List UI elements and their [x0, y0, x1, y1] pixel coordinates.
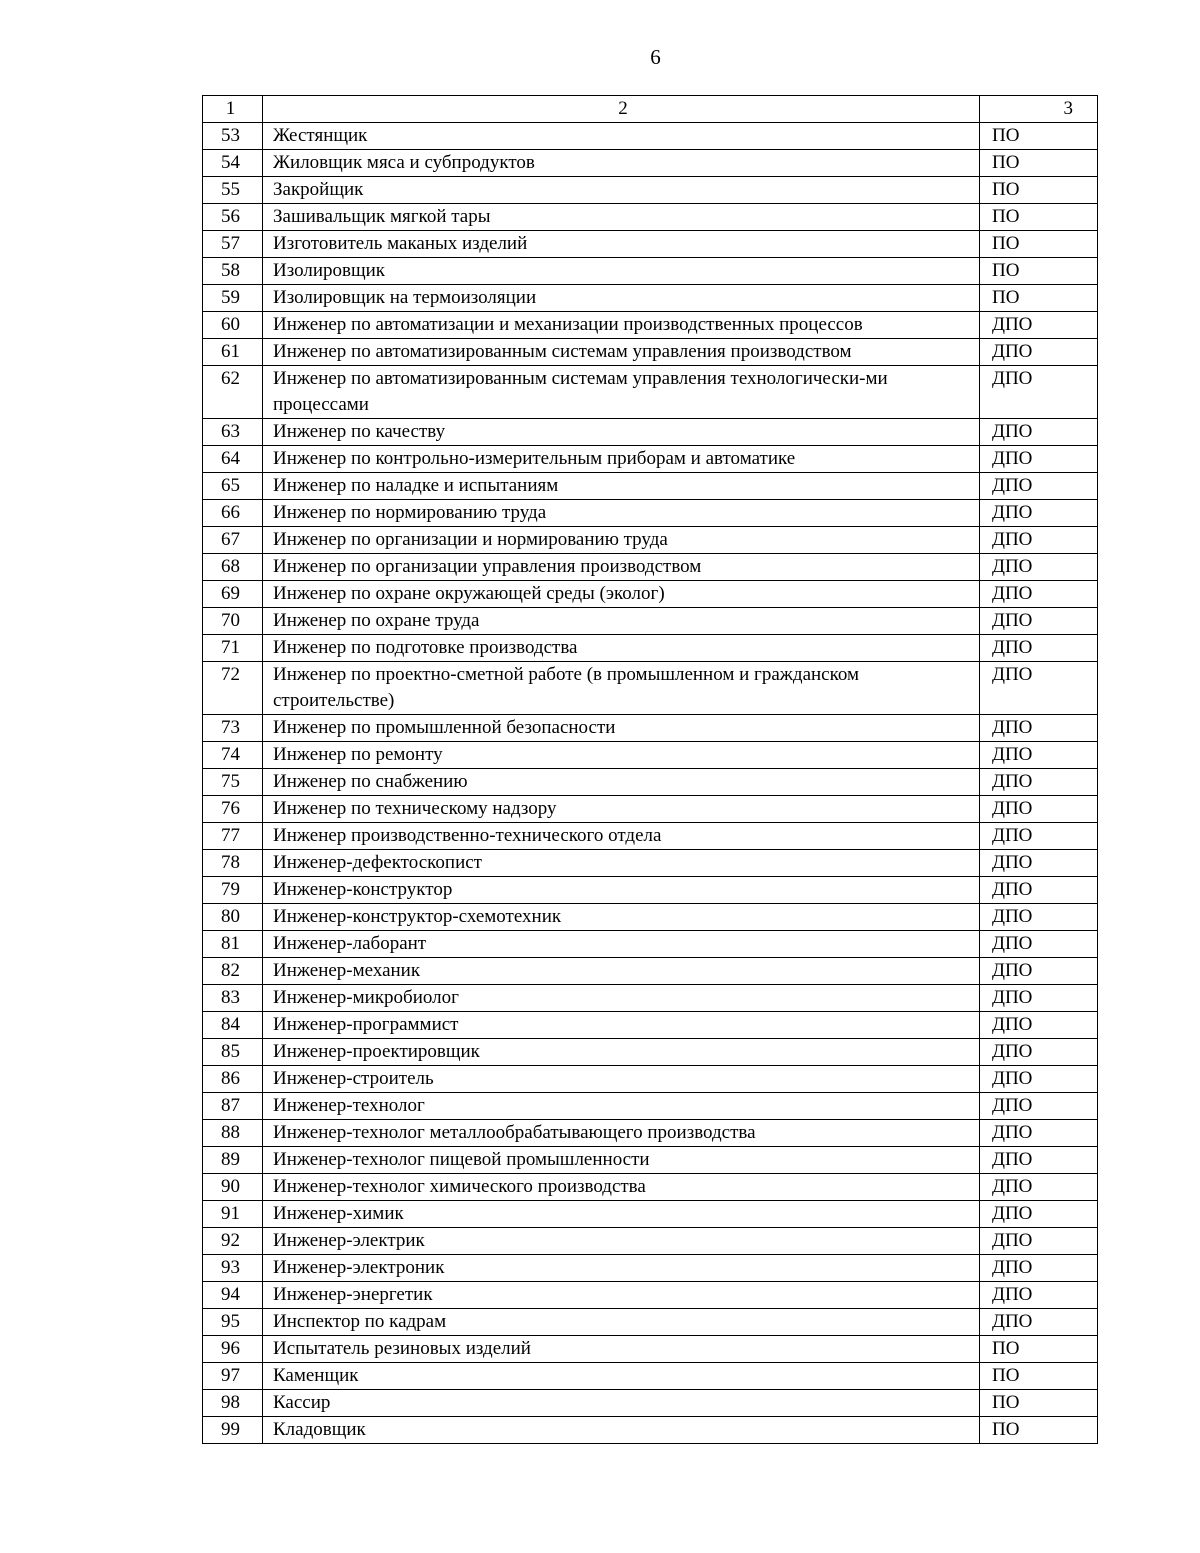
profession-name-cell: Инженер-технолог пищевой промышленности	[263, 1147, 980, 1174]
table-row	[203, 204, 1098, 231]
profession-name-cell: Инженер по организации и нормированию труда	[263, 527, 980, 554]
profession-name-cell: Инженер-лаборант	[263, 931, 980, 958]
table-row	[203, 1201, 1098, 1228]
education-type-cell: ДПО	[980, 581, 1098, 608]
table-row	[203, 850, 1098, 877]
table-row	[203, 1147, 1098, 1174]
table-row	[203, 581, 1098, 608]
profession-name-cell: Инженер-микробиолог	[263, 985, 980, 1012]
education-type-cell: ДПО	[980, 419, 1098, 446]
education-type-cell: ПО	[980, 1390, 1098, 1417]
table-header-row	[203, 96, 1098, 123]
table-row	[203, 446, 1098, 473]
table-row	[203, 823, 1098, 850]
table-row	[203, 635, 1098, 662]
row-number-cell: 82	[203, 958, 263, 985]
row-number-cell: 98	[203, 1390, 263, 1417]
profession-name-cell: Инженер по ремонту	[263, 742, 980, 769]
row-number-cell: 89	[203, 1147, 263, 1174]
table-row	[203, 1390, 1098, 1417]
table-row	[203, 1417, 1098, 1444]
education-type-cell: ДПО	[980, 1147, 1098, 1174]
table-row	[203, 1120, 1098, 1147]
education-type-cell: ДПО	[980, 1066, 1098, 1093]
table-row	[203, 1066, 1098, 1093]
education-type-cell: ДПО	[980, 769, 1098, 796]
row-number-cell: 57	[203, 231, 263, 258]
row-number-cell: 83	[203, 985, 263, 1012]
profession-name-cell: Инженер по охране окружающей среды (эколог)	[263, 581, 980, 608]
row-number-cell: 79	[203, 877, 263, 904]
education-type-cell: ДПО	[980, 662, 1098, 715]
header-col-1: 1	[203, 96, 263, 123]
row-number-cell: 67	[203, 527, 263, 554]
profession-name-cell: Инженер по снабжению	[263, 769, 980, 796]
row-number-cell: 76	[203, 796, 263, 823]
education-type-cell: ДПО	[980, 1282, 1098, 1309]
profession-name-cell: Кладовщик	[263, 1417, 980, 1444]
row-number-cell: 55	[203, 177, 263, 204]
row-number-cell: 65	[203, 473, 263, 500]
row-number-cell: 68	[203, 554, 263, 581]
profession-name-cell: Инспектор по кадрам	[263, 1309, 980, 1336]
education-type-cell: ДПО	[980, 500, 1098, 527]
education-type-cell: ДПО	[980, 904, 1098, 931]
education-type-cell: ДПО	[980, 1309, 1098, 1336]
education-type-cell: ДПО	[980, 1039, 1098, 1066]
education-type-cell: ДПО	[980, 312, 1098, 339]
table-row	[203, 877, 1098, 904]
education-type-cell: ДПО	[980, 1174, 1098, 1201]
table-row	[203, 958, 1098, 985]
row-number-cell: 87	[203, 1093, 263, 1120]
education-type-cell: ДПО	[980, 796, 1098, 823]
table-row	[203, 769, 1098, 796]
profession-name-cell: Инженер по автоматизированным системам управления производством	[263, 339, 980, 366]
row-number-cell: 95	[203, 1309, 263, 1336]
profession-name-cell: Инженер по качеству	[263, 419, 980, 446]
row-number-cell: 73	[203, 715, 263, 742]
education-type-cell: ПО	[980, 1417, 1098, 1444]
row-number-cell: 90	[203, 1174, 263, 1201]
row-number-cell: 85	[203, 1039, 263, 1066]
education-type-cell: ДПО	[980, 608, 1098, 635]
education-type-cell: ДПО	[980, 958, 1098, 985]
profession-name-cell: Изолировщик на термоизоляции	[263, 285, 980, 312]
row-number-cell: 72	[203, 662, 263, 715]
education-type-cell: ДПО	[980, 985, 1098, 1012]
profession-name-cell: Инженер-механик	[263, 958, 980, 985]
education-type-cell: ДПО	[980, 877, 1098, 904]
education-type-cell: ДПО	[980, 1255, 1098, 1282]
education-type-cell: ДПО	[980, 1093, 1098, 1120]
table-body	[203, 96, 1098, 1444]
education-type-cell: ПО	[980, 285, 1098, 312]
row-number-cell: 60	[203, 312, 263, 339]
table-row	[203, 931, 1098, 958]
table-row	[203, 1309, 1098, 1336]
education-type-cell: ДПО	[980, 742, 1098, 769]
education-type-cell: ДПО	[980, 366, 1098, 419]
row-number-cell: 70	[203, 608, 263, 635]
table-row	[203, 1039, 1098, 1066]
table-row	[203, 177, 1098, 204]
profession-name-cell: Инженер-электрик	[263, 1228, 980, 1255]
table-row	[203, 1255, 1098, 1282]
education-type-cell: ДПО	[980, 931, 1098, 958]
row-number-cell: 92	[203, 1228, 263, 1255]
row-number-cell: 53	[203, 123, 263, 150]
profession-name-cell: Инженер по подготовке производства	[263, 635, 980, 662]
row-number-cell: 97	[203, 1363, 263, 1390]
table-row	[203, 1093, 1098, 1120]
row-number-cell: 77	[203, 823, 263, 850]
education-type-cell: ПО	[980, 231, 1098, 258]
profession-name-cell: Зашивальщик мягкой тары	[263, 204, 980, 231]
table-row	[203, 608, 1098, 635]
profession-name-cell: Каменщик	[263, 1363, 980, 1390]
profession-name-cell: Инженер-технолог химического производства	[263, 1174, 980, 1201]
row-number-cell: 86	[203, 1066, 263, 1093]
profession-name-cell: Инженер по автоматизации и механизации производственных процессов	[263, 312, 980, 339]
professions-table	[202, 95, 1098, 1444]
education-type-cell: ДПО	[980, 715, 1098, 742]
table-row	[203, 1363, 1098, 1390]
table-row	[203, 258, 1098, 285]
profession-name-cell: Инженер по контрольно-измерительным приборам и автоматике	[263, 446, 980, 473]
education-type-cell: ДПО	[980, 473, 1098, 500]
row-number-cell: 99	[203, 1417, 263, 1444]
profession-name-cell: Инженер-дефектоскопист	[263, 850, 980, 877]
table-row	[203, 473, 1098, 500]
row-number-cell: 91	[203, 1201, 263, 1228]
table-row	[203, 985, 1098, 1012]
profession-name-cell: Инженер по организации управления производством	[263, 554, 980, 581]
profession-name-cell: Инженер по нормированию труда	[263, 500, 980, 527]
profession-name-cell: Инженер-электроник	[263, 1255, 980, 1282]
row-number-cell: 80	[203, 904, 263, 931]
header-col-2: 2	[263, 96, 980, 123]
row-number-cell: 78	[203, 850, 263, 877]
table-row	[203, 500, 1098, 527]
table-row	[203, 339, 1098, 366]
table-row	[203, 796, 1098, 823]
education-type-cell: ПО	[980, 150, 1098, 177]
header-col-3: 3	[980, 96, 1098, 123]
education-type-cell: ПО	[980, 1363, 1098, 1390]
education-type-cell: ДПО	[980, 339, 1098, 366]
profession-name-cell: Кассир	[263, 1390, 980, 1417]
education-type-cell: ДПО	[980, 850, 1098, 877]
row-number-cell: 84	[203, 1012, 263, 1039]
table-row	[203, 419, 1098, 446]
profession-name-cell: Изготовитель маканых изделий	[263, 231, 980, 258]
profession-name-cell: Инженер по техническому надзору	[263, 796, 980, 823]
profession-name-cell: Инженер-технолог	[263, 1093, 980, 1120]
profession-name-cell: Жестянщик	[263, 123, 980, 150]
row-number-cell: 59	[203, 285, 263, 312]
table-row	[203, 1336, 1098, 1363]
row-number-cell: 58	[203, 258, 263, 285]
education-type-cell: ПО	[980, 258, 1098, 285]
education-type-cell: ДПО	[980, 554, 1098, 581]
education-type-cell: ПО	[980, 177, 1098, 204]
table-row	[203, 554, 1098, 581]
table-row	[203, 366, 1098, 419]
profession-name-cell: Инженер по автоматизированным системам управления технологически-ми процессами	[263, 366, 980, 419]
row-number-cell: 88	[203, 1120, 263, 1147]
education-type-cell: ПО	[980, 1336, 1098, 1363]
profession-name-cell: Инженер-строитель	[263, 1066, 980, 1093]
table-row	[203, 742, 1098, 769]
row-number-cell: 93	[203, 1255, 263, 1282]
profession-name-cell: Инженер производственно-технического отдела	[263, 823, 980, 850]
education-type-cell: ДПО	[980, 1120, 1098, 1147]
row-number-cell: 81	[203, 931, 263, 958]
profession-name-cell: Закройщик	[263, 177, 980, 204]
table-row	[203, 231, 1098, 258]
row-number-cell: 56	[203, 204, 263, 231]
row-number-cell: 94	[203, 1282, 263, 1309]
row-number-cell: 61	[203, 339, 263, 366]
row-number-cell: 66	[203, 500, 263, 527]
table-row	[203, 904, 1098, 931]
education-type-cell: ДПО	[980, 1012, 1098, 1039]
table-row	[203, 715, 1098, 742]
profession-name-cell: Жиловщик мяса и субпродуктов	[263, 150, 980, 177]
table-row	[203, 1012, 1098, 1039]
table-row	[203, 123, 1098, 150]
profession-name-cell: Инженер-химик	[263, 1201, 980, 1228]
table-row	[203, 1228, 1098, 1255]
profession-name-cell: Инженер-конструктор-схемотехник	[263, 904, 980, 931]
profession-name-cell: Инженер-конструктор	[263, 877, 980, 904]
education-type-cell: ДПО	[980, 1228, 1098, 1255]
education-type-cell: ДПО	[980, 446, 1098, 473]
row-number-cell: 71	[203, 635, 263, 662]
profession-name-cell: Инженер-технолог металлообрабатывающего производства	[263, 1120, 980, 1147]
profession-name-cell: Инженер по охране труда	[263, 608, 980, 635]
education-type-cell: ПО	[980, 123, 1098, 150]
row-number-cell: 75	[203, 769, 263, 796]
profession-name-cell: Испытатель резиновых изделий	[263, 1336, 980, 1363]
table-row	[203, 150, 1098, 177]
profession-name-cell: Изолировщик	[263, 258, 980, 285]
row-number-cell: 54	[203, 150, 263, 177]
table-row	[203, 285, 1098, 312]
page-number: 6	[650, 45, 661, 69]
row-number-cell: 96	[203, 1336, 263, 1363]
row-number-cell: 63	[203, 419, 263, 446]
table-row	[203, 312, 1098, 339]
profession-name-cell: Инженер-проектировщик	[263, 1039, 980, 1066]
profession-name-cell: Инженер-энергетик	[263, 1282, 980, 1309]
table-row	[203, 662, 1098, 715]
table-row	[203, 1282, 1098, 1309]
row-number-cell: 69	[203, 581, 263, 608]
row-number-cell: 62	[203, 366, 263, 419]
education-type-cell: ДПО	[980, 635, 1098, 662]
profession-name-cell: Инженер-программист	[263, 1012, 980, 1039]
education-type-cell: ДПО	[980, 823, 1098, 850]
row-number-cell: 64	[203, 446, 263, 473]
profession-name-cell: Инженер по промышленной безопасности	[263, 715, 980, 742]
table-row	[203, 527, 1098, 554]
education-type-cell: ПО	[980, 204, 1098, 231]
table-row	[203, 1174, 1098, 1201]
education-type-cell: ДПО	[980, 1201, 1098, 1228]
row-number-cell: 74	[203, 742, 263, 769]
profession-name-cell: Инженер по наладке и испытаниям	[263, 473, 980, 500]
profession-name-cell: Инженер по проектно-сметной работе (в промышленном и гражданском строительстве)	[263, 662, 980, 715]
education-type-cell: ДПО	[980, 527, 1098, 554]
